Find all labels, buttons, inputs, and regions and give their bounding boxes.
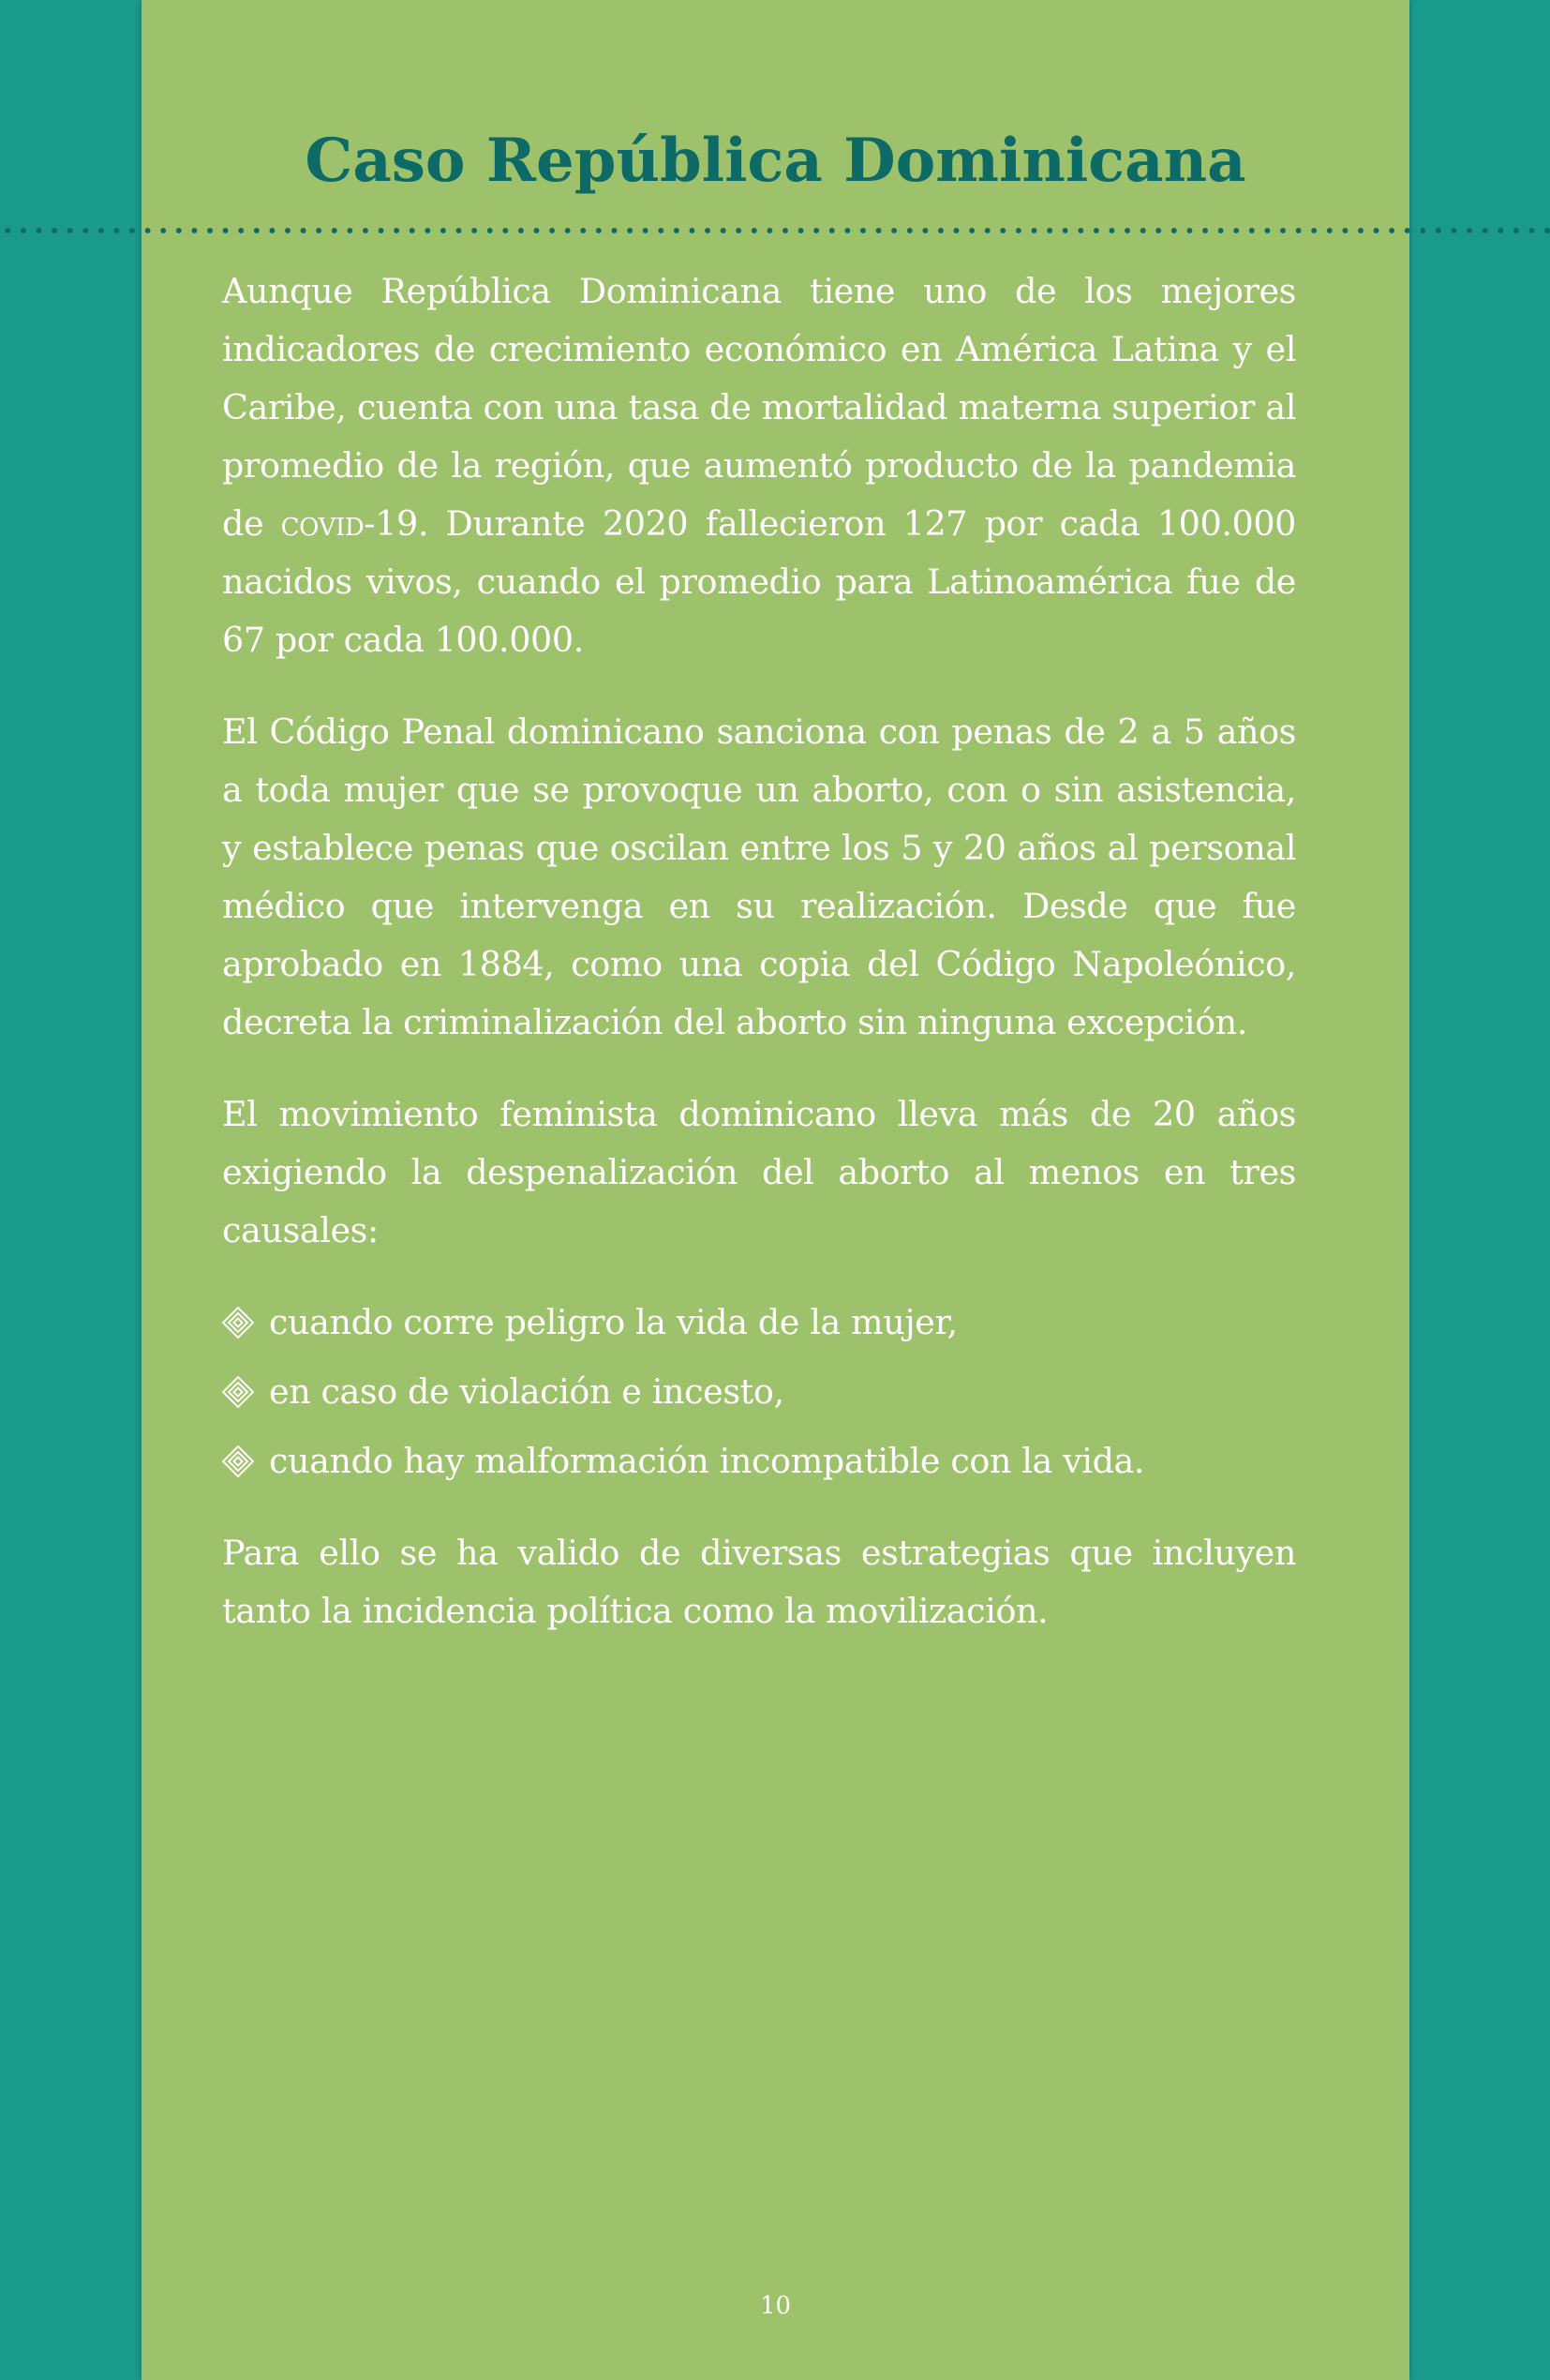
- nested-diamond-icon: [222, 1307, 254, 1339]
- page-title: Caso República Dominicana: [305, 126, 1246, 196]
- causal-text: cuando corre peligro la vida de la mujer,: [269, 1302, 958, 1342]
- causal-text: cuando hay malformación incompatible con la vida.: [269, 1441, 1145, 1481]
- nested-diamond-icon: [222, 1376, 254, 1408]
- dotted-divider: [0, 227, 1550, 234]
- paragraph-mortalidad: Aunque República Dominicana tiene uno de los mejores indicadores de crecimiento económico en América Latina y el Caribe, cuenta con una tasa de mortalidad materna superior al promedio de la región, que aumentó producto de la pandemia de covid-19. Durante 2020 fallecieron 127 por cada 100.000 nacidos vivos, cuando el promedio para Latinoamérica fue de 67 por cada 100.000.: [222, 271, 1296, 660]
- causales-list: [222, 1294, 1296, 1490]
- paragraph-codigo-penal: El Código Penal dominicano sanciona con penas de 2 a 5 años a toda mujer que se provoque un aborto, con o sin asistencia, y establece penas que oscilan entre los 5 y 20 años al personal médico que intervenga en su realización. Desde que fue aprobado en 1884, como una copia del Código Napoleónico, decreta la criminalización del aborto sin ninguna excepción.: [222, 711, 1296, 1042]
- body-content: [222, 262, 1296, 1674]
- paragraph-estrategias: Para ello se ha valido de diversas estrategias que incluyen tanto la incidencia política como la movilización.: [222, 1533, 1296, 1631]
- covid-smallcaps: covid: [280, 503, 365, 544]
- causal-text: en caso de violación e incesto,: [269, 1371, 784, 1412]
- page-number: 10: [759, 2292, 792, 2320]
- nested-diamond-icon: [222, 1445, 254, 1477]
- list-item: [222, 1363, 1296, 1421]
- paragraph-movimiento: El movimiento feminista dominicano lleva más de 20 años exigiendo la despenalización del aborto al menos en tres causales:: [222, 1094, 1296, 1250]
- list-item: [222, 1432, 1296, 1490]
- list-item: [222, 1294, 1296, 1352]
